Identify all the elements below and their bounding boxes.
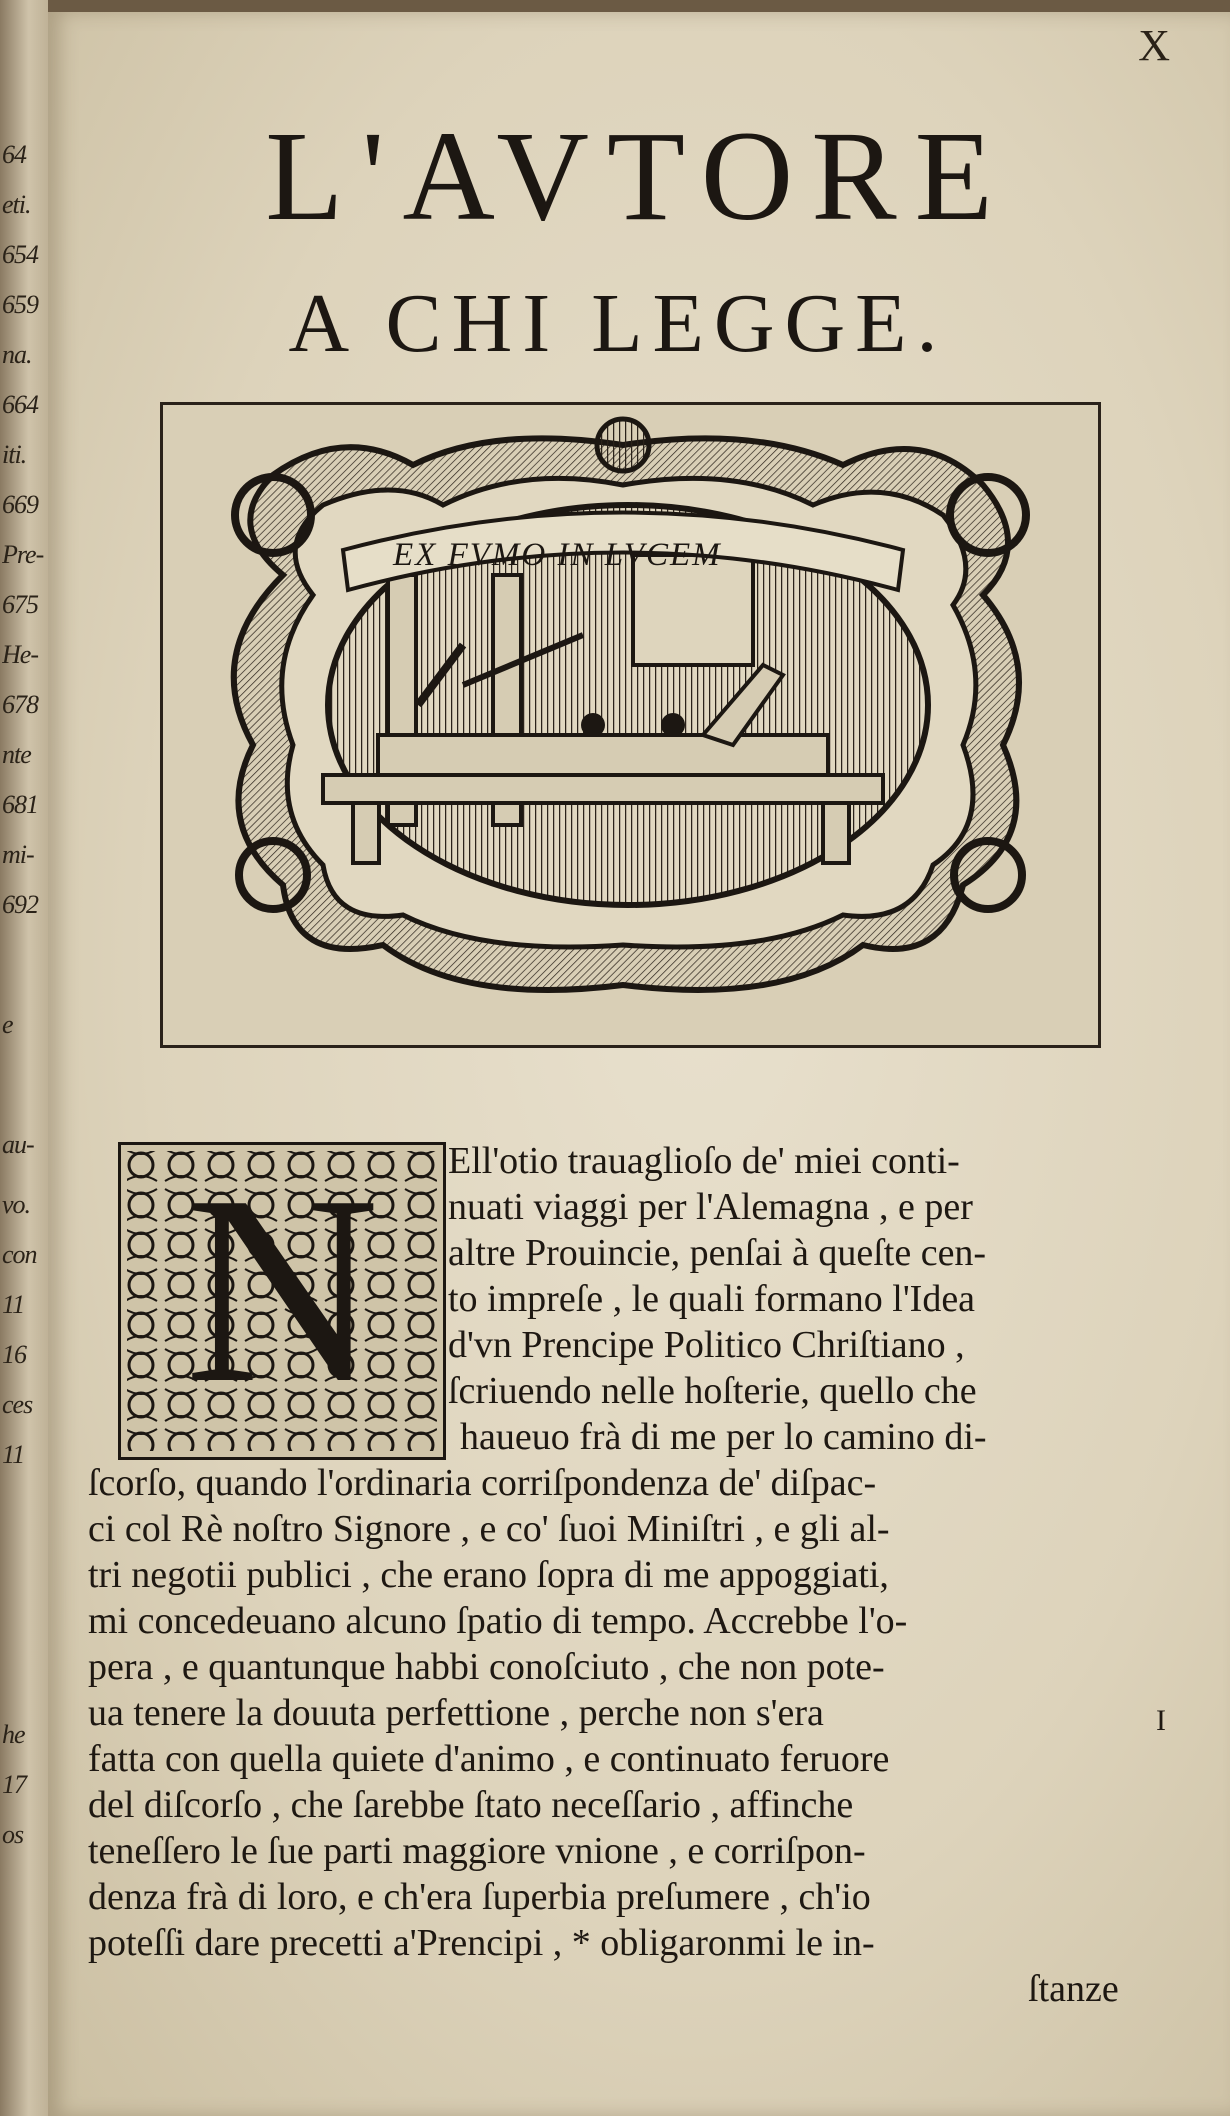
facing-page-fragment: 16 bbox=[2, 1340, 26, 1369]
facing-page-fragment: 654 bbox=[2, 240, 38, 269]
facing-page-fragment: 659 bbox=[2, 290, 38, 319]
text-line: ſcorſo, quando l'ordinaria corriſpondenza de' diſpac- bbox=[88, 1462, 877, 1504]
facing-page-edge bbox=[0, 0, 48, 2116]
text-line: ſtanze bbox=[1028, 1968, 1119, 2010]
text-line: ſcriuendo nelle hoſterie, quello che bbox=[448, 1370, 977, 1412]
text-line: poteſſi dare precetti a'Prencipi , * obligaronmi le in- bbox=[88, 1922, 875, 1964]
facing-page-fragment: 675 bbox=[2, 590, 38, 619]
facing-page-fragment: 669 bbox=[2, 490, 38, 519]
facing-page-fragment: mi- bbox=[2, 840, 34, 869]
emblem-motto: EX FVMO IN LVCEM bbox=[393, 537, 722, 573]
facing-page-fragment: 11 bbox=[2, 1290, 25, 1319]
facing-page-fragment: nte bbox=[2, 740, 31, 769]
facing-page-fragment: he bbox=[2, 1720, 25, 1749]
facing-page-fragment: e bbox=[2, 1010, 13, 1039]
text-line: del diſcorſo , che ſarebbe ſtato neceſſario , affinche bbox=[88, 1784, 854, 1826]
text-line: altre Prouincie, penſai à queſte cen- bbox=[448, 1232, 987, 1274]
decorated-initial bbox=[118, 1142, 446, 1460]
text-line: teneſſero le ſue parti maggiore vnione , e corriſpon- bbox=[88, 1830, 866, 1872]
margin-note: I bbox=[1156, 1704, 1166, 1737]
initial-letter-n: N bbox=[184, 1140, 380, 1439]
facing-page-fragment: os bbox=[2, 1820, 24, 1849]
text-line: ua tenere la douuta perfettione , perche non s'era bbox=[88, 1692, 824, 1734]
facing-page-fragment: 664 bbox=[2, 390, 38, 419]
facing-page-fragment: 17 bbox=[2, 1770, 26, 1799]
facing-page-fragment: iti. bbox=[2, 440, 27, 469]
facing-page-fragment: vo. bbox=[2, 1190, 31, 1219]
facing-page-fragment: He- bbox=[2, 640, 38, 669]
text-line: nuati viaggi per l'Alemagna , e per bbox=[448, 1186, 973, 1228]
facing-page-fragment: 692 bbox=[2, 890, 38, 919]
text-line: mi concedeuano alcuno ſpatio di tempo. Accrebbe l'o- bbox=[88, 1600, 908, 1642]
facing-page-fragment: ces bbox=[2, 1390, 33, 1419]
facing-page-fragment: con bbox=[2, 1240, 37, 1269]
facing-page-fragment: na. bbox=[2, 340, 32, 369]
facing-page-fragment: eti. bbox=[2, 190, 31, 219]
text-line: denza frà di loro, e ch'era ſuperbia preſumere , ch'io bbox=[88, 1876, 871, 1918]
book-page bbox=[48, 12, 1230, 2116]
facing-page-fragment: 64 bbox=[2, 140, 26, 169]
text-line: to impreſe , le quali formano l'Idea bbox=[448, 1278, 976, 1320]
page-subtitle: A CHI LEGGE. bbox=[288, 277, 948, 370]
facing-page-fragment: 11 bbox=[2, 1440, 25, 1469]
facing-page-fragment: 678 bbox=[2, 690, 38, 719]
page-title: L'AVTORE bbox=[265, 105, 1011, 247]
text-line: pera , e quantunque habbi conoſciuto , che non pote- bbox=[88, 1646, 885, 1688]
text-line: d'vn Prencipe Politico Chriſtiano , bbox=[448, 1324, 965, 1366]
facing-page-fragment: 681 bbox=[2, 790, 38, 819]
folio-mark: X bbox=[1138, 21, 1170, 70]
facing-page-fragment: Pre- bbox=[2, 540, 44, 569]
text-line: haueuo frà di me per lo camino di- bbox=[460, 1416, 987, 1458]
text-line: tri negotii publici , che erano ſopra di me appoggiati, bbox=[88, 1554, 889, 1596]
printers-emblem bbox=[160, 402, 1101, 1048]
text-line: fatta con quella quiete d'animo , e continuato feruore bbox=[88, 1738, 890, 1780]
facing-page-fragment: au- bbox=[2, 1130, 34, 1159]
text-line: Ell'otio trauaglioſo de' miei conti- bbox=[448, 1140, 960, 1182]
text-line: ci col Rè noſtro Signore , e co' ſuoi Miniſtri , e gli al- bbox=[88, 1508, 890, 1550]
